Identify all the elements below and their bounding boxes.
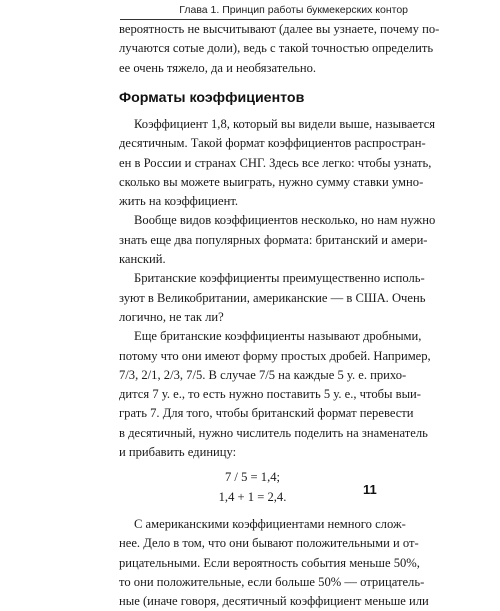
text-line: дится 7 у. е., то есть нужно поставить 5 у. е., чтобы выи- — [119, 387, 421, 402]
text-line: сколько вы можете выиграть, нужно сумму ставки умно- — [119, 174, 424, 189]
text-line: Вообще видов коэффициентов несколько, но нам нужно — [134, 213, 436, 228]
text-line: Еще британские коэффициенты называют дробными, — [134, 329, 422, 344]
text-line: нее. Дело в том, что они бывают положительными и от- — [119, 536, 419, 551]
text-line: рицательными. Если вероятность события меньше 50%, — [119, 555, 420, 570]
text-line: десятичным. Такой формат коэффициентов распростран- — [119, 136, 426, 151]
text-line: С американскими коэффициентами немного слож- — [134, 516, 406, 531]
formula-line: 7 / 5 = 1,4; — [224, 470, 281, 485]
text-line: ные (иначе говоря, десятичный коэффициент меньше или — [119, 594, 429, 609]
text-line: грать 7. Для того, чтобы британский формат перевести — [119, 406, 414, 421]
text-line: 7/3, 2/1, 2/3, 7/5. В случае 7/5 на каждые 5 у. е. прихо- — [119, 367, 407, 382]
paragraph — [119, 327, 431, 462]
text-line: в десятичный, нужно числитель поделить на знаменатель — [119, 425, 428, 440]
intro-paragraph — [119, 20, 440, 78]
paragraph — [119, 515, 429, 611]
text-line: то они положительные, если больше 50% — отрицатель- — [119, 574, 425, 589]
text-line: Коэффициент 1,8, который вы видели выше, называется — [134, 117, 436, 131]
page-number: 11 — [363, 482, 377, 497]
formula — [119, 468, 386, 507]
paragraph — [119, 269, 426, 327]
text-line: потому что они имеют форму простых дробей. Например, — [119, 348, 431, 363]
text-line: Британские коэффициенты преимущественно исполь- — [134, 271, 425, 286]
paragraph — [119, 211, 436, 269]
formula-line: 1,4 + 1 = 2,4. — [218, 489, 287, 504]
text-line: зуют в Великобритании, американские — в США. Очень — [119, 290, 426, 305]
text-line: жить на коэффициент. — [119, 194, 239, 209]
text-line: логично, не так ли? — [119, 309, 224, 324]
section-body — [119, 115, 436, 611]
text-line: знать еще два популярных формата: британский и амери- — [119, 232, 428, 247]
text-line: канский. — [119, 252, 166, 267]
text-line: ен в России и странах СНГ. Здесь все легко: чтобы узнать, — [119, 155, 432, 170]
text-line: ее очень тяжело, да и необязательно. — [119, 60, 317, 75]
text-line: вероятность не высчитывают (далее вы узнаете, почему по- — [119, 22, 440, 36]
running-head: Глава 1. Принцип работы букмекерских контор — [179, 4, 408, 16]
text-line: и прибавить единицу: — [119, 445, 237, 460]
paragraph — [119, 115, 436, 211]
text-line: лучаются сотые доли), ведь с такой точностью определить — [119, 41, 434, 56]
section-heading: Форматы коэффициентов — [119, 90, 305, 106]
